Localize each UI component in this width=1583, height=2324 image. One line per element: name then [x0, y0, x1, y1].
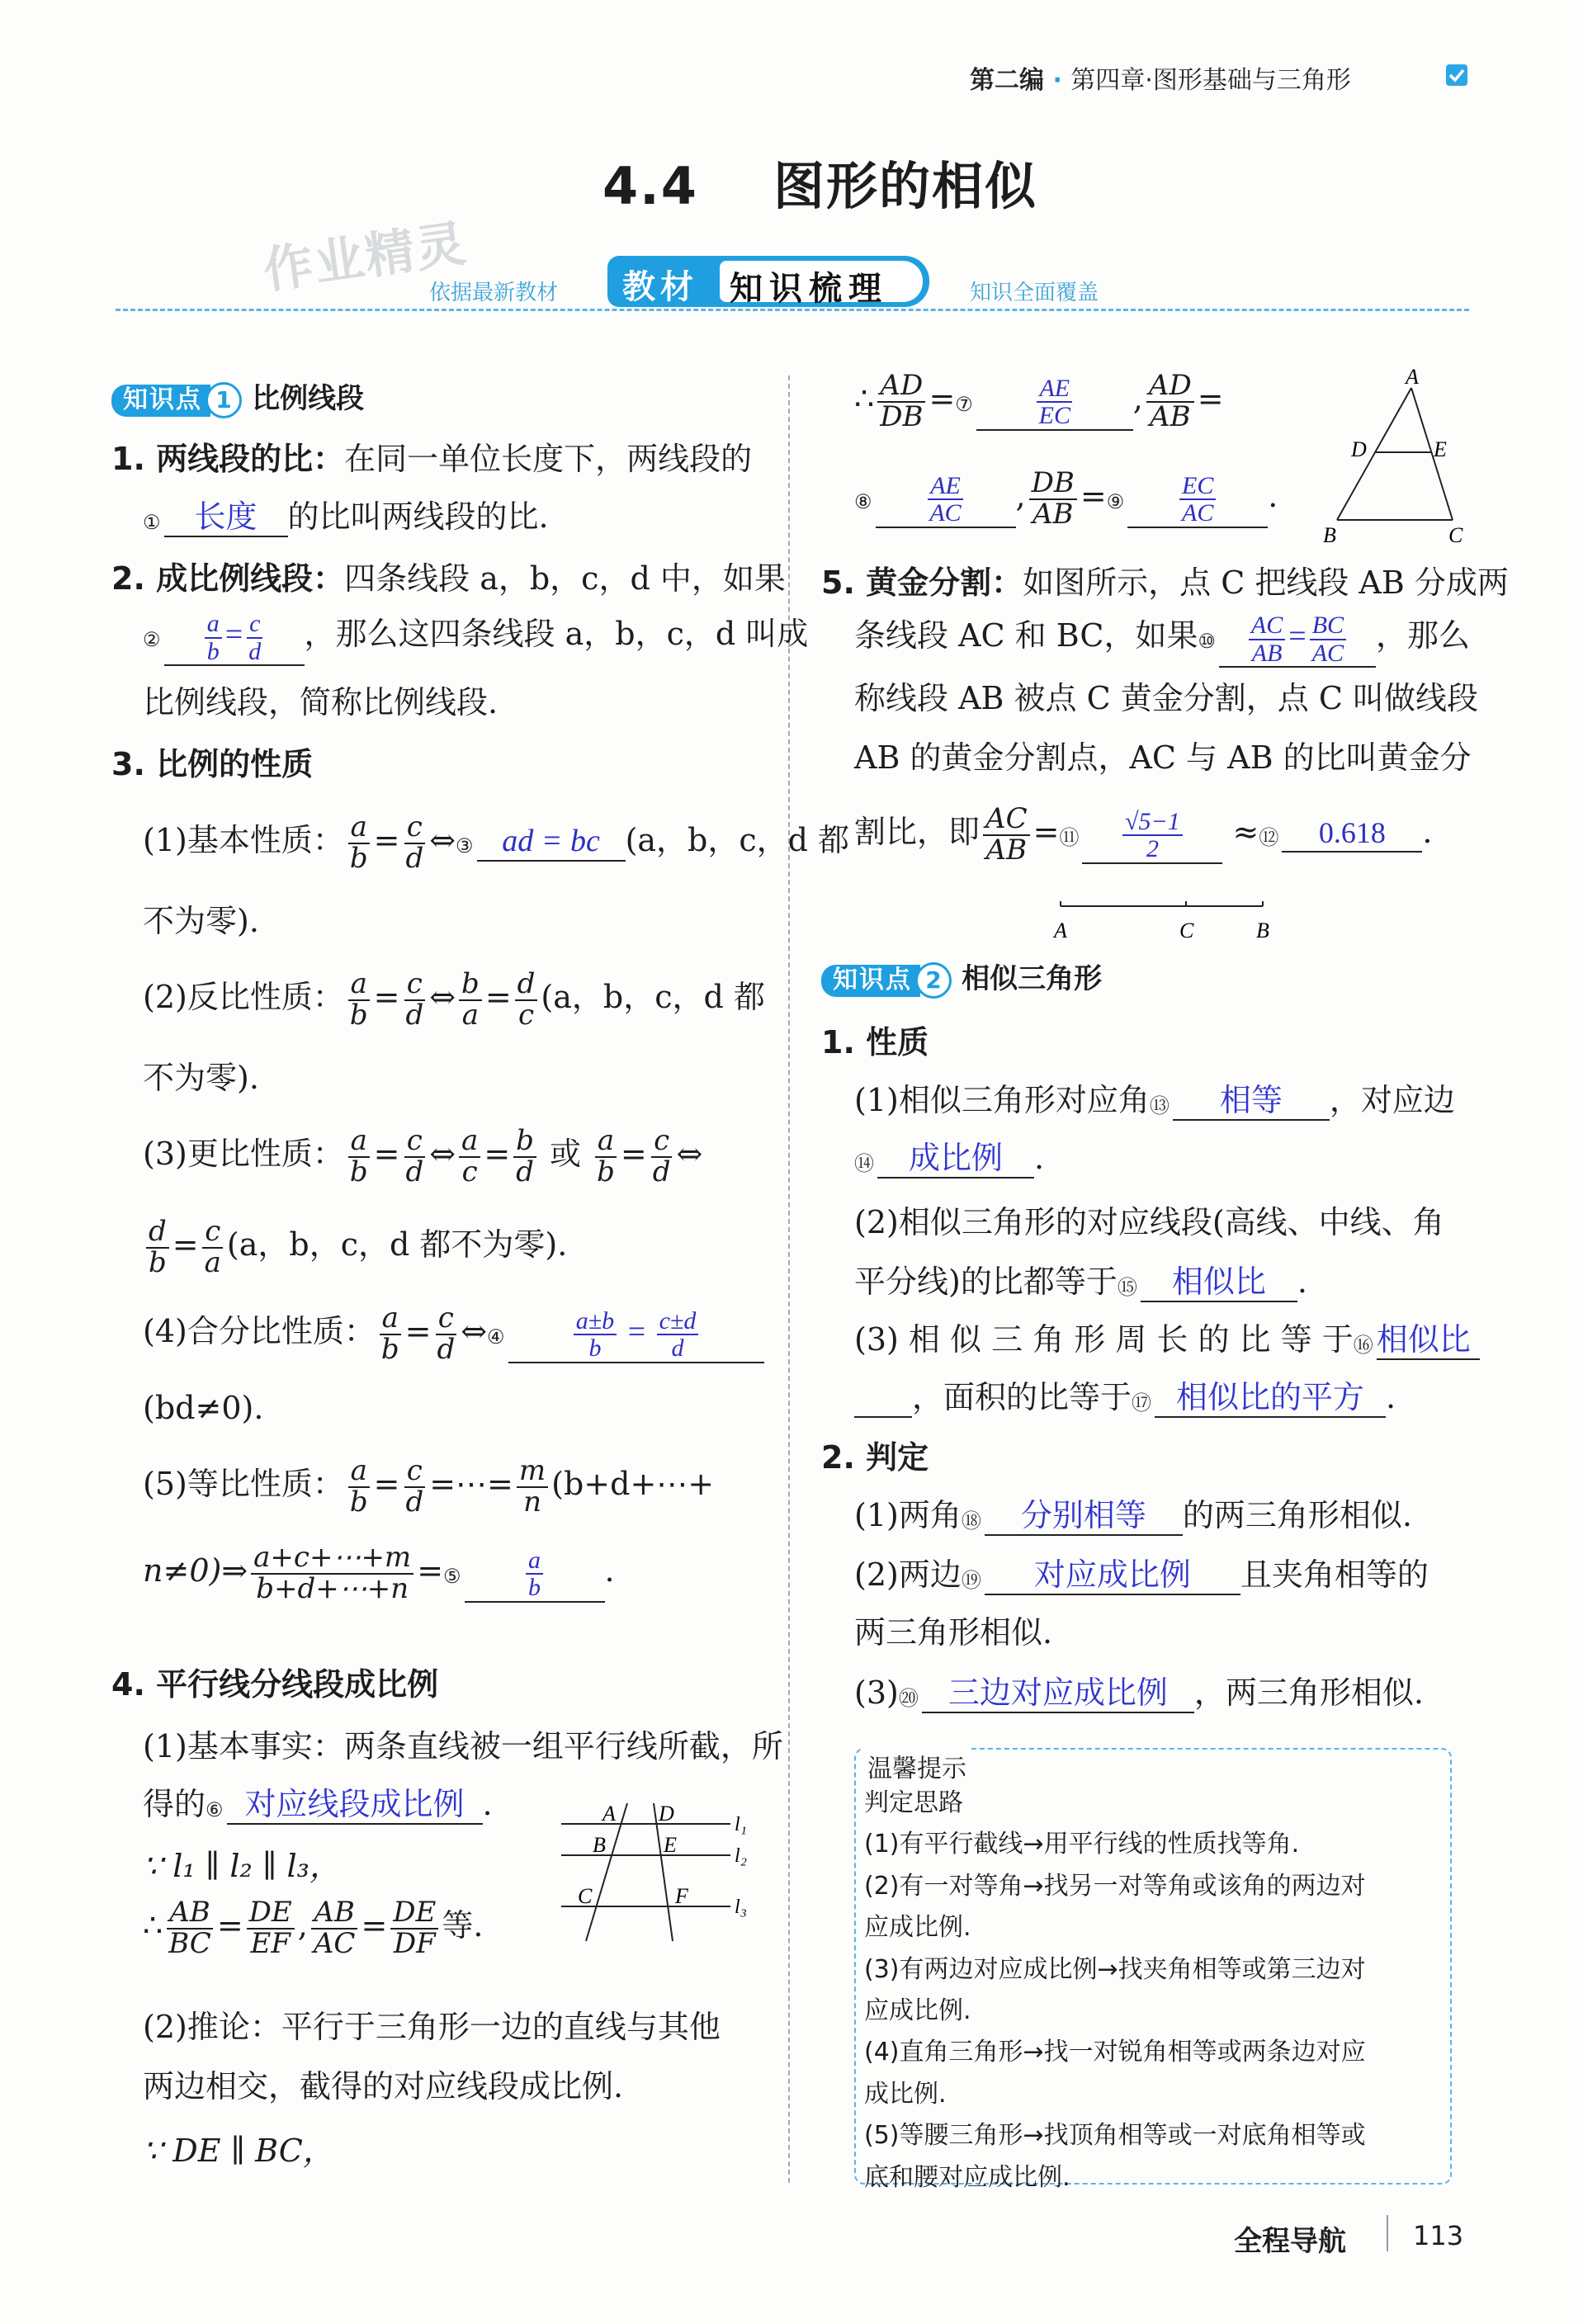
s5-line5: AB 的黄金分割点，AC 与 AB 的比叫黄金分 [854, 739, 1472, 776]
s2-line3: 比例线段，简称比例线段. [143, 684, 499, 720]
t2-p2c: 两三角形相似. [854, 1614, 1053, 1651]
p5-line: (5)等比性质： $\frac{a}{b}$ = $\frac{c}{d}$ =⋯= $\frac{m}{n}$ (b+d+⋯+ [143, 1454, 715, 1519]
t1-p3b: ，面积的比等于⑰ 相似比的平方 . [854, 1380, 1396, 1418]
tip-line: (1)有平行截线→用平行线的性质找等角. [864, 1830, 1300, 1859]
banner-b: 知识梳理 [730, 270, 888, 308]
t2-p3: (3)⑳ 三边对应成比例 ，两三角形相似. [854, 1675, 1424, 1713]
page-number: 113 [1413, 2220, 1464, 2251]
t1-p2b: 平分线)的比都等于⑮ 相似比 . [854, 1264, 1307, 1302]
page-title [602, 145, 1037, 219]
tip-title: 温馨提示 [862, 1748, 971, 1784]
kp2-number: 2 [915, 962, 952, 999]
seg-label-c: C [1179, 919, 1194, 942]
de-bc-thus2: ⑧ $\frac{AE}{AC}$ , $\frac{DB}{AB}$ =⑨ $\frac{EC}{AC}$ . [854, 466, 1278, 531]
tip-line: 应成比例. [864, 1996, 971, 2025]
par-label-b: B [593, 1833, 606, 1857]
answer-19: 对应成比例 [985, 1557, 1240, 1595]
s5-title: 5. 黄金分割： [821, 564, 1023, 601]
answer-17: 相似比的平方 [1155, 1380, 1386, 1418]
answer-4: $\frac{a\pm b}{b}$ = $\frac{c\pm d}{d}$ [508, 1308, 764, 1363]
t2-p1: (1)两角⑱ 分别相等 的两三角形相似. [854, 1498, 1412, 1536]
par-label-c: C [578, 1884, 593, 1908]
s2-title: 2. 成比例线段： [111, 560, 345, 597]
answer-5: $\frac{a}{b}$ [465, 1547, 605, 1603]
watermark: 作业精灵 [260, 215, 471, 300]
answer-6: 对应线段成比例 [227, 1787, 483, 1825]
t1-p1: (1)相似三角形对应角⑬ 相等 ，对应边 [854, 1083, 1455, 1121]
s4-given: ∵ l₁ ∥ l₂ ∥ l₃， [143, 1848, 341, 1884]
s5-line4: 称线段 AB 被点 C 黄金分割，点 C 叫做线段 [854, 680, 1478, 716]
tri-label-a: A [1406, 367, 1419, 389]
par-label-f: F [675, 1884, 688, 1908]
tip-line: (5)等腰三角形→找顶角相等或一对底角相等或 [864, 2121, 1366, 2151]
p1-line2: 不为零). [143, 903, 259, 939]
p1-line: (1)基本性质： $\frac{a}{b}$ = $\frac{c}{d}$ ⇔③ ad = bc (a，b，c，d 都 [143, 810, 850, 875]
s4-given2: ∵ DE ∥ BC， [143, 2133, 334, 2169]
t1-p3: (3) 相 似 三 角 形 周 长 的 比 等 于⑯ 相似比 [854, 1322, 1480, 1360]
p5-line2: n≠0)⇒ $\frac{a+c+\cdots+m}{b+d+\cdots+n}$ =⑤ $\frac{a}{b}$ . [143, 1541, 615, 1605]
tip-line: 成比例. [864, 2079, 947, 2109]
answer-20: 三边对应成比例 [922, 1675, 1194, 1713]
banner-left-text: 依据最新教材 [429, 281, 559, 305]
s3-title: 3. 比例的性质 [111, 746, 314, 782]
chapter-label: 第四章·图形基础与三角形 [1070, 66, 1351, 95]
banner-right-text: 知识全面覆盖 [970, 281, 1099, 305]
line-l3: l₃ [735, 1897, 748, 1918]
par-label-a: A [602, 1802, 616, 1826]
tri-label-e: E [1434, 437, 1447, 461]
t1-title: 1. 性质 [821, 1024, 929, 1060]
s4-p1b: 得的⑥ 对应线段成比例 . [143, 1787, 493, 1825]
kp1-badge: 知识点 [111, 385, 210, 417]
s1-line1: 1. 两线段的比：在同一单位长度下，两线段的 [111, 441, 753, 477]
part-label: 第二编 [970, 66, 1044, 95]
section-banner [116, 256, 1469, 314]
kp2-badge: 知识点 [821, 965, 920, 997]
s2-line1: 2. 成比例线段：四条线段 a，b，c，d 中，如果 [111, 560, 786, 597]
p3-line: (3)更比性质： $\frac{a}{b}$ = $\frac{c}{d}$ ⇔ $\frac{a}{c}$ = $\frac{b}{d}$ 或 $\frac{a}{b}$ = $\frac{c}{d}$ ⇔ [143, 1124, 703, 1188]
p2-line: (2)反比性质： $\frac{a}{b}$ = $\frac{c}{d}$ ⇔ $\frac{b}{a}$ = $\frac{d}{c}$ (a，b，c，d 都 [143, 967, 765, 1032]
par-label-e: E [664, 1833, 677, 1857]
par-label-d: D [659, 1802, 674, 1826]
kp1-heading [111, 380, 364, 418]
tip-line: (3)有两边对应成比例→找夹角相等或第三边对 [864, 1954, 1366, 1984]
tri-label-c: C [1448, 523, 1463, 547]
tip-line: (4)直角三角形→找一对锐角相等或两条边对应 [864, 2038, 1366, 2067]
de-bc-thus: ∴ $\frac{AD}{DB}$ =⑦ $\frac{AE}{EC}$ , $\frac{AD}{AB}$ = [854, 369, 1224, 433]
running-header: 第二编 · 第四章·图形基础与三角形 [970, 66, 1351, 95]
t1-p2: (2)相似三角形的对应线段(高线、中线、角 [854, 1204, 1444, 1240]
tip-line: 判定思路 [864, 1788, 963, 1817]
s5-line1: 5. 黄金分割：如图所示，点 C 把线段 AB 分成两 [821, 564, 1509, 601]
kp2-heading [821, 960, 1102, 999]
t1-p1c: ⑭ 成比例 . [854, 1141, 1044, 1179]
s1-line2: ① 长度 的比叫两线段的比. [143, 499, 549, 537]
kp1-number: 1 [206, 382, 242, 418]
tip-line: (2)有一对等角→找另一对等角或该角的两边对 [864, 1871, 1366, 1901]
answer-10: $\frac{AC}{AB}$ = $\frac{BC}{AC}$ [1219, 612, 1376, 668]
seg-label-b: B [1256, 919, 1269, 942]
banner-pill [607, 256, 929, 307]
kp1-title: 比例线段 [252, 382, 365, 415]
seg-label-a: A [1054, 919, 1067, 942]
answer-7: $\frac{AE}{EC}$ [976, 376, 1133, 431]
line-l1: l₁ [735, 1814, 748, 1835]
triangle-figure [1316, 367, 1473, 549]
s4-p1: (1)基本事实：两条直线被一组平行线所截，所 [143, 1728, 783, 1764]
answer-3: ad = bc [477, 824, 626, 862]
p3-line2: $\frac{d}{b}$ = $\frac{c}{a}$ (a，b，c，d 都不为零). [143, 1217, 567, 1278]
s4-title: 4. 平行线分线段成比例 [111, 1666, 439, 1703]
tri-label-b: B [1323, 523, 1336, 547]
answer-13: 相等 [1173, 1083, 1330, 1121]
s4-p2b: 两边相交，截得的对应线段成比例. [143, 2068, 624, 2104]
line-l2: l₂ [735, 1845, 748, 1867]
t2-title: 2. 判定 [821, 1439, 929, 1476]
p4-line: (4)合分比性质： $\frac{a}{b}$ = $\frac{c}{d}$ ⇔④ $\frac{a\pm b}{b}$ = $\frac{c\pm d}{d}$ [143, 1304, 764, 1364]
tip-box [854, 1748, 1452, 2192]
s5-line6: 割比，即 $\frac{AC}{AB}$ =⑪ $\frac{√5-1}{2}$ ≈⑫ 0.618 . [854, 802, 1433, 867]
tip-lines [864, 1783, 1366, 2199]
answer-8: $\frac{AE}{AC}$ [876, 473, 1016, 528]
answer-11: $\frac{√5-1}{2}$ [1082, 809, 1222, 864]
answer-12: 0.618 [1282, 816, 1422, 852]
parallel-lines-figure [561, 1791, 759, 1948]
title-text: 图形的相似 [773, 156, 1038, 216]
check-icon [1446, 64, 1467, 86]
footer-divider [1387, 2215, 1388, 2251]
p2-line2: 不为零). [143, 1060, 259, 1096]
footer-brand: 全程导航 [1234, 2225, 1346, 2258]
banner-a: 教材 [622, 268, 698, 306]
s1-title: 1. 两线段的比： [111, 441, 345, 477]
answer-9: $\frac{EC}{AC}$ [1127, 473, 1268, 528]
s4-thus: ∴ $\frac{AB}{BC}$ = $\frac{DE}{EF}$ , $\frac{AB}{AC}$ = $\frac{DE}{DF}$ 等. [143, 1896, 484, 1960]
answer-16: 相似比 [1377, 1322, 1480, 1360]
answer-2: $\frac{a}{b}$ = $\frac{c}{d}$ [164, 611, 305, 666]
segment-figure [1044, 891, 1283, 957]
tip-line: 应成比例. [864, 1913, 971, 1943]
kp2-title: 相似三角形 [962, 962, 1103, 995]
answer-18: 分别相等 [985, 1498, 1183, 1536]
answer-1: 长度 [164, 499, 288, 537]
s4-p2: (2)推论：平行于三角形一边的直线与其他 [143, 2009, 721, 2045]
tri-label-d: D [1351, 437, 1367, 461]
answer-15: 相似比 [1141, 1264, 1297, 1302]
tip-line: 底和腰对应成比例. [864, 2162, 1070, 2192]
title-number: 4.4 [602, 156, 698, 216]
s2-line2: ② $\frac{a}{b}$ = $\frac{c}{d}$ ，那么这四条线段 a，b，c，d 叫成 [143, 610, 809, 665]
answer-14: 成比例 [877, 1141, 1034, 1179]
p4-line2: (bd≠0). [143, 1390, 264, 1426]
t2-p2: (2)两边⑲ 对应成比例 且夹角相等的 [854, 1557, 1429, 1595]
s5-line2: 条线段 AC 和 BC，如果⑩ $\frac{AC}{AB}$ = $\frac{BC}{AC}$ ，那么 [854, 612, 1470, 667]
